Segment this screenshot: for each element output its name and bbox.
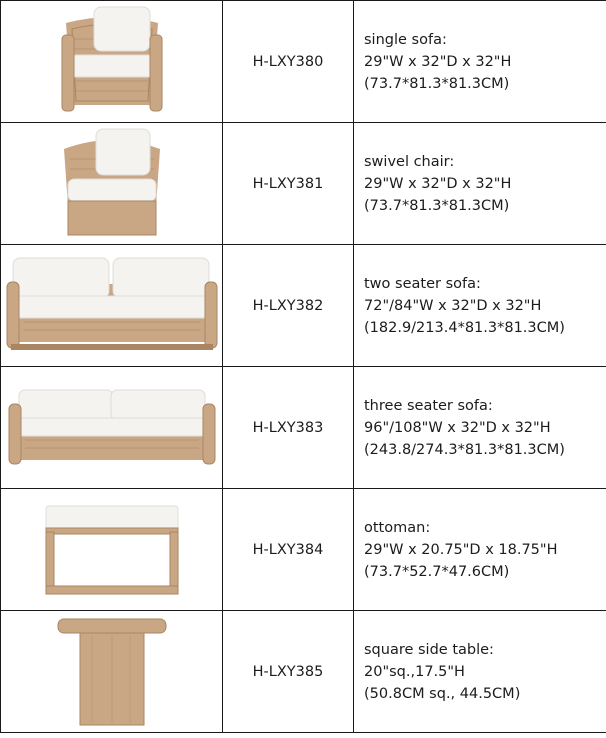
product-dims-cm: (73.7*52.7*47.6CM)	[364, 563, 510, 580]
product-image-cell	[1, 611, 223, 733]
product-name: three seater sofa:	[364, 397, 493, 414]
single-sofa-icon	[52, 5, 172, 119]
product-description	[354, 1, 606, 123]
product-code: H-LXY382	[223, 245, 354, 367]
product-name: ottoman:	[364, 519, 431, 536]
product-dims-inches: 20"sq.,17.5"H	[364, 663, 465, 680]
table-row	[1, 123, 606, 245]
product-dims-inches: 96"/108"W x 32"D x 32"H	[364, 419, 551, 436]
table-row	[1, 245, 606, 367]
table-row	[1, 367, 606, 489]
product-image-cell	[1, 245, 223, 367]
swivel-chair-icon	[52, 127, 172, 241]
product-name: swivel chair:	[364, 153, 455, 170]
product-description	[354, 489, 606, 611]
product-name: square side table:	[364, 641, 494, 658]
three-seater-sofa-icon	[7, 388, 217, 468]
table-row	[1, 489, 606, 611]
product-image-cell	[1, 489, 223, 611]
product-name: two seater sofa:	[364, 275, 481, 292]
product-code: H-LXY384	[223, 489, 354, 611]
product-dims-cm: (182.9/213.4*81.3*81.3CM)	[364, 319, 565, 336]
product-image-cell	[1, 367, 223, 489]
product-name: single sofa:	[364, 31, 447, 48]
product-description	[354, 367, 606, 489]
product-dims-inches: 72"/84"W x 32"D x 32"H	[364, 297, 542, 314]
product-code: H-LXY383	[223, 367, 354, 489]
table-row	[1, 611, 606, 733]
product-code: H-LXY381	[223, 123, 354, 245]
product-dims-inches: 29"W x 32"D x 32"H	[364, 175, 512, 192]
product-dims-cm: (50.8CM sq., 44.5CM)	[364, 685, 521, 702]
product-dims-cm: (73.7*81.3*81.3CM)	[364, 197, 510, 214]
ottoman-icon	[42, 502, 182, 598]
product-description	[354, 611, 606, 733]
product-code: H-LXY380	[223, 1, 354, 123]
product-dims-cm: (243.8/274.3*81.3*81.3CM)	[364, 441, 565, 458]
product-dims-inches: 29"W x 20.75"D x 18.75"H	[364, 541, 558, 558]
product-description	[354, 123, 606, 245]
product-image-cell	[1, 123, 223, 245]
table-row	[1, 1, 606, 123]
side-table-icon	[56, 617, 168, 727]
product-description	[354, 245, 606, 367]
product-image-cell	[1, 1, 223, 123]
two-seater-sofa-icon	[5, 256, 219, 356]
product-dims-inches: 29"W x 32"D x 32"H	[364, 53, 512, 70]
product-dims-cm: (73.7*81.3*81.3CM)	[364, 75, 510, 92]
product-code: H-LXY385	[223, 611, 354, 733]
